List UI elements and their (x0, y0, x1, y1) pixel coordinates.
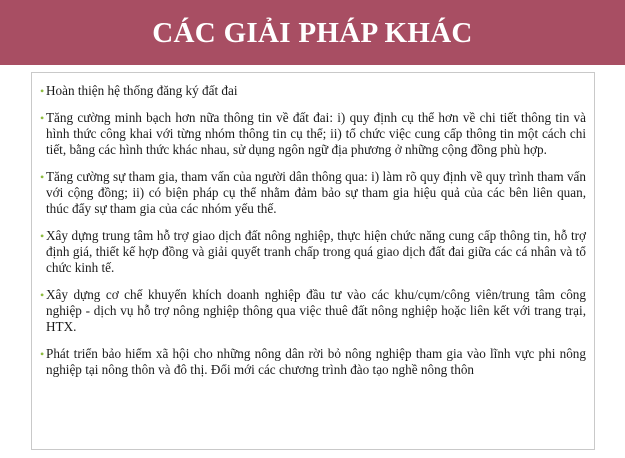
bullet-dot-icon: • (40, 84, 45, 98)
bullet-item (40, 169, 586, 217)
bullet-dot-icon: • (40, 229, 45, 243)
bullet-text: Xây dựng cơ chế khuyến khích doanh nghiệp đầu tư vào các khu/cụm/công viên/trung tâm công nghiệp - dịch vụ hỗ trợ nông nghiệp thông qua việc thuê đất nông nghiệp hoặc liên kết với trang trại, HTX. (46, 287, 586, 334)
bullet-text: Tăng cường sự tham gia, tham vấn của người dân thông qua: i) làm rõ quy định về quy trình tham vấn với cộng đồng; ii) có biện pháp cụ thể nhằm đảm bảo sự tham gia hiệu quả của các bên liên quan, thúc đẩy sự tham gia của các nhóm yếu thế. (46, 169, 586, 216)
bullet-item (40, 110, 586, 158)
bullet-item (40, 346, 586, 378)
title-bar (0, 0, 625, 65)
bullet-text: Xây dựng trung tâm hỗ trợ giao dịch đất nông nghiệp, thực hiện chức năng cung cấp thông tin, hỗ trợ định giá, thiết kế hợp đồng và giải quyết tranh chấp trong quá giao dịch đất đai giữa các cá nhân và tổ chức kinh tế. (46, 228, 586, 275)
bullet-dot-icon: • (40, 288, 45, 302)
bullet-item (40, 228, 586, 276)
slide-title: CÁC GIẢI PHÁP KHÁC (152, 17, 473, 49)
content-box (31, 72, 595, 450)
bullet-dot-icon: • (40, 170, 45, 184)
bullet-dot-icon: • (40, 111, 45, 125)
bullet-text: Tăng cường minh bạch hơn nữa thông tin về đất đai: i) quy định cụ thể hơn về chi tiết thông tin và hình thức công khai với từng nhóm thông tin cụ thể; ii) tổ chức việc cung cấp thông tin một cách chi tiết, bằng các hình thức khác nhau, sử dụng ngôn ngữ địa phương ở những cộng đồng phù hợp. (46, 110, 586, 157)
bullet-item (40, 287, 586, 335)
bullet-text: Phát triển bảo hiểm xã hội cho những nông dân rời bỏ nông nghiệp tham gia vào lĩnh vực phi nông nghiệp tại nông thôn và đô thị. Đổi mới các chương trình đào tạo nghề nông thôn (46, 346, 586, 377)
bullet-text: Hoàn thiện hệ thống đăng ký đất đai (46, 83, 238, 98)
bullet-item (40, 83, 586, 99)
bullet-dot-icon: • (40, 347, 45, 361)
